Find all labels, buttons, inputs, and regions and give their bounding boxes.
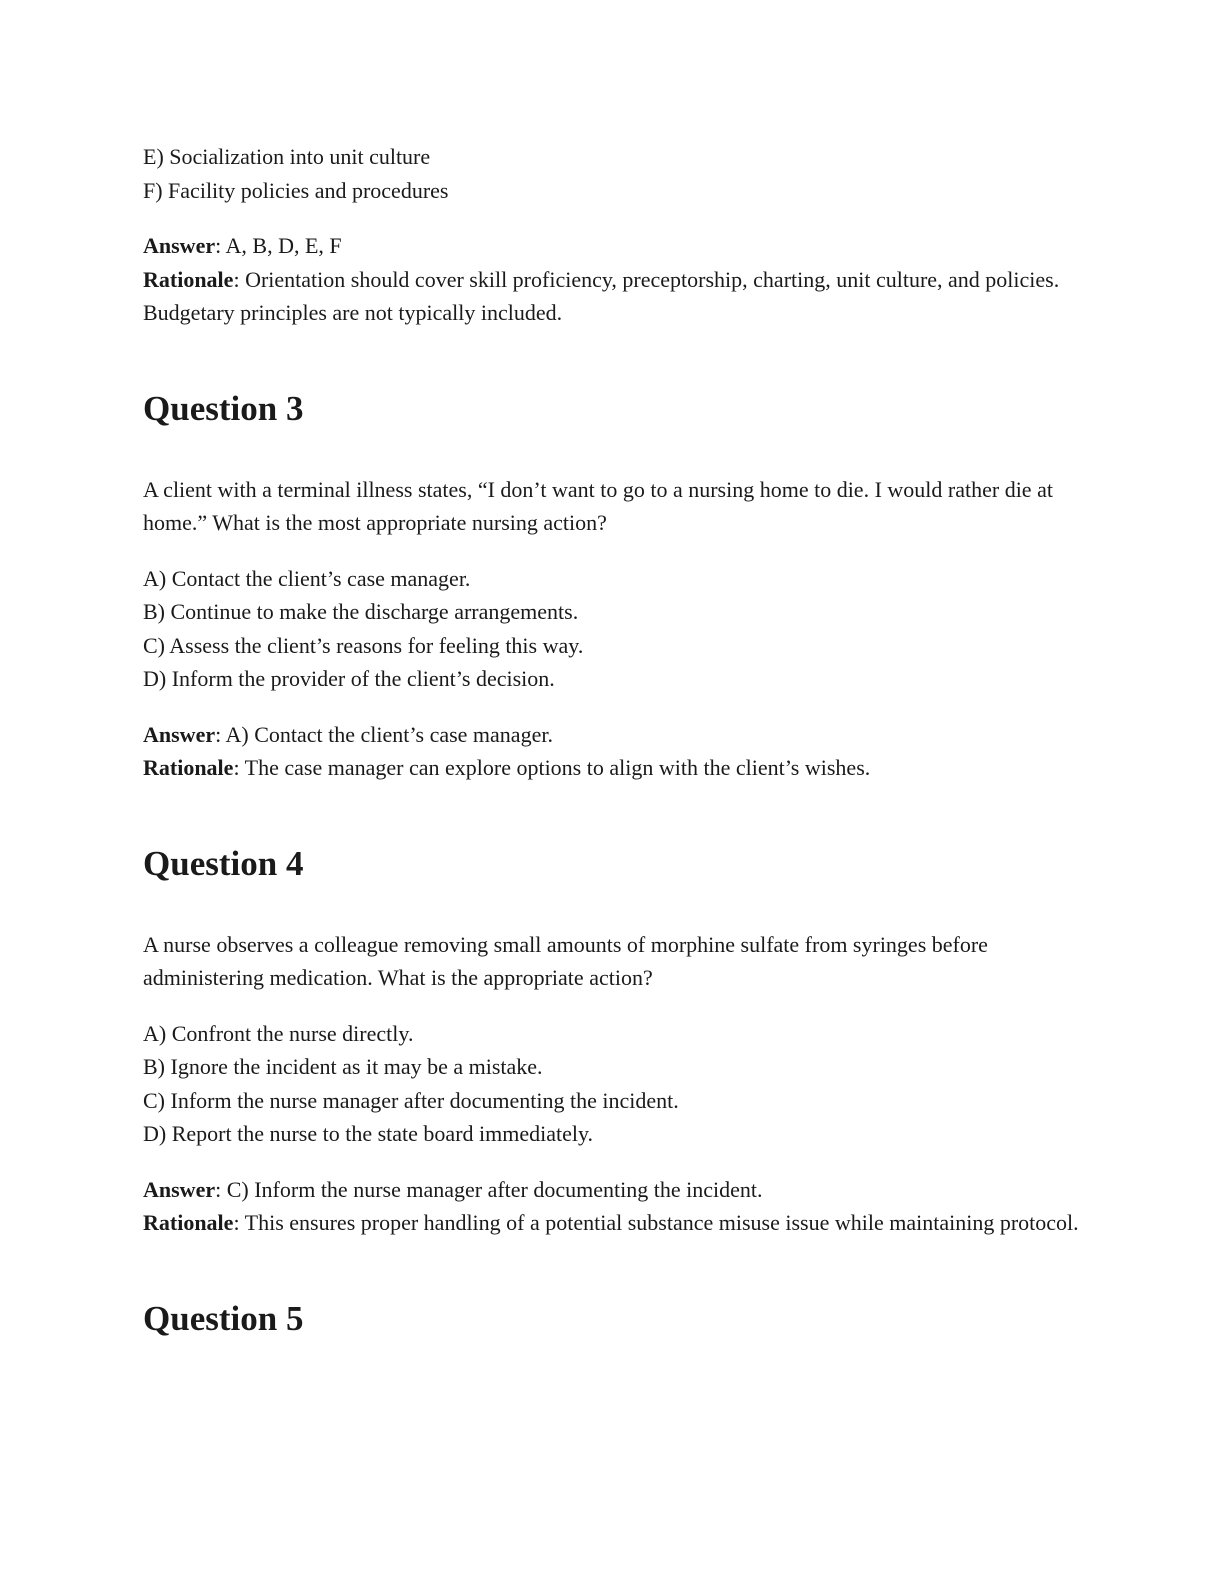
option-b: B) Ignore the incident as it may be a mistake. — [143, 1054, 543, 1079]
prev-question-options — [143, 140, 1083, 207]
rationale-label: Rationale — [143, 1210, 234, 1235]
question-4-title: Question 4 — [143, 843, 304, 883]
option-f: F) Facility policies and procedures — [143, 177, 449, 203]
rationale-label: Rationale — [143, 266, 234, 292]
question-3-stem: A client with a terminal illness states, “I don’t want to go to a nursing home to die. I would rather die at home.” What is the most appropriate nursing action? — [143, 476, 1053, 535]
rationale-label: Rationale — [143, 755, 234, 780]
answer-line — [143, 718, 1083, 752]
question-4-options — [143, 1017, 1083, 1151]
question-3-options — [143, 562, 1083, 696]
answer-label: Answer — [143, 721, 216, 747]
option-c: C) Assess the client’s reasons for feeling this way. — [143, 632, 584, 658]
option-d: D) Inform the provider of the client’s decision. — [143, 666, 555, 691]
option-a: A) Confront the nurse directly. — [143, 1020, 414, 1046]
question-4-stem: A nurse observes a colleague removing small amounts of morphine sulfate from syringes before administering medication. What is the appropriate action? — [143, 931, 988, 990]
option-a: A) Contact the client’s case manager. — [143, 565, 471, 591]
rationale-text: : Orientation should cover skill proficiency, preceptorship, charting, unit culture, and policies. Budgetary principles are not typically included. — [143, 266, 1060, 325]
rationale-text: : This ensures proper handling of a potential substance misuse issue while maintaining protocol. — [233, 1210, 1079, 1235]
question-5-title: Question 5 — [143, 1298, 304, 1338]
prev-question-answer-block — [143, 229, 1083, 330]
option-b: B) Continue to make the discharge arrangements. — [143, 599, 579, 624]
answer-line — [143, 229, 1083, 263]
rationale-line — [143, 1206, 1083, 1240]
answer-text: : A) Contact the client’s case manager. — [215, 721, 553, 747]
document-page — [143, 140, 1083, 1343]
answer-label: Answer — [143, 1176, 216, 1202]
answer-text: : C) Inform the nurse manager after documenting the incident. — [215, 1176, 763, 1202]
option-d: D) Report the nurse to the state board immediately. — [143, 1121, 594, 1146]
question-4-answer-block — [143, 1173, 1083, 1240]
option-e: E) Socialization into unit culture — [143, 144, 431, 169]
answer-label: Answer — [143, 233, 216, 258]
rationale-line — [143, 263, 1083, 330]
question-3-answer-block — [143, 718, 1083, 785]
answer-text: : A, B, D, E, F — [215, 233, 342, 258]
option-c: C) Inform the nurse manager after documenting the incident. — [143, 1087, 679, 1113]
answer-line — [143, 1173, 1083, 1207]
rationale-line — [143, 751, 1083, 785]
question-3-title: Question 3 — [143, 388, 304, 428]
rationale-text: : The case manager can explore options to align with the client’s wishes. — [233, 755, 871, 780]
